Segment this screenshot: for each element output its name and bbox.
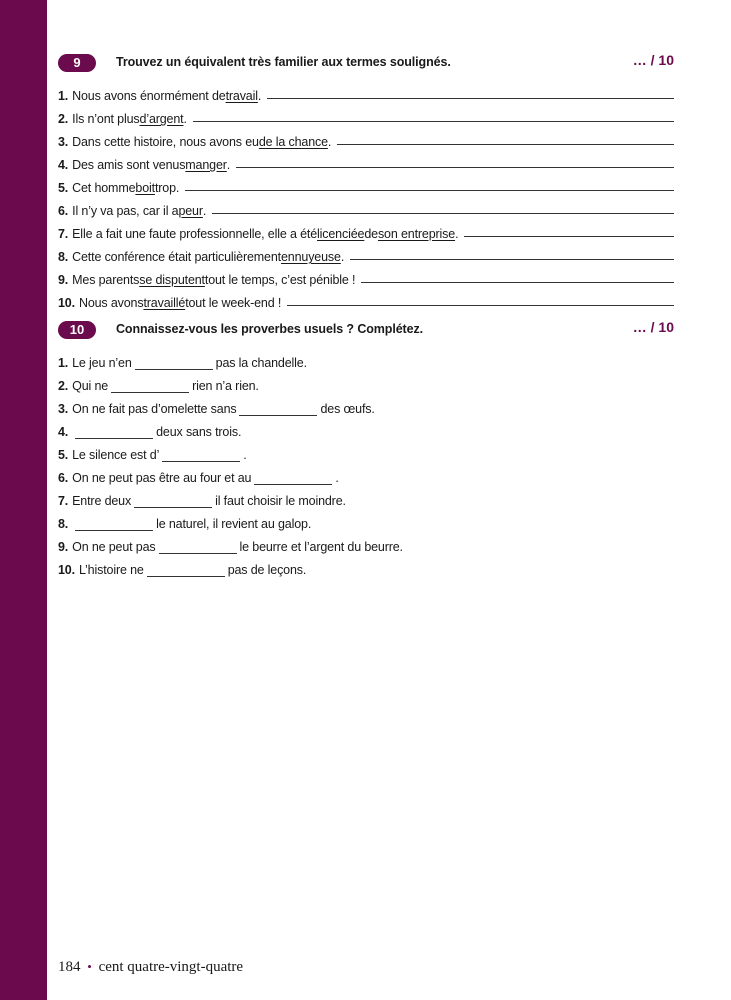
item-text: Des amis sont venus [72, 158, 186, 172]
underlined-term: ennuyeuse [280, 250, 341, 264]
underlined-term: licenciée [317, 227, 365, 241]
list-item [58, 287, 674, 310]
underlined-term: peur [178, 204, 203, 218]
answer-line[interactable] [212, 213, 674, 214]
underlined-term: manger [185, 158, 227, 172]
underlined-term: de la chance [258, 135, 328, 149]
list-item [58, 347, 674, 370]
answer-blank[interactable] [135, 359, 213, 370]
item-number: 2. [58, 379, 69, 393]
answer-line[interactable] [464, 236, 674, 237]
item-text: le beurre et l’argent du beurre. [239, 540, 403, 554]
item-number: 5. [58, 448, 69, 462]
exercise-10-header [58, 321, 674, 345]
list-item [58, 416, 674, 439]
item-number: 4. [58, 158, 69, 172]
item-number: 6. [58, 471, 69, 485]
underlined-term: boit [135, 181, 155, 195]
item-number: 1. [58, 89, 69, 103]
list-item [58, 126, 674, 149]
list-item [58, 264, 674, 287]
page-number: 184 [58, 959, 81, 975]
item-text: deux sans trois. [156, 425, 242, 439]
footer-bullet: • [87, 959, 92, 974]
list-item [58, 218, 674, 241]
item-text: Dans cette histoire, nous avons eu [72, 135, 259, 149]
list-item [58, 439, 674, 462]
score-box: … / 10 [632, 52, 674, 68]
underlined-term: son entreprise [377, 227, 456, 241]
answer-blank[interactable] [75, 428, 153, 439]
answer-blank[interactable] [75, 520, 153, 531]
list-item [58, 103, 674, 126]
item-text: . [340, 250, 345, 264]
item-number: 1. [58, 356, 69, 370]
item-text: . [257, 89, 262, 103]
answer-line[interactable] [337, 144, 674, 145]
list-item [58, 508, 674, 531]
item-text: Ils n’ont plus [72, 112, 140, 126]
underlined-term: d’argent [139, 112, 184, 126]
item-number: 2. [58, 112, 69, 126]
item-text: des œufs. [320, 402, 375, 416]
item-text: pas de leçons. [227, 563, 307, 577]
item-text: rien n’a rien. [192, 379, 259, 393]
page-footer [58, 959, 243, 976]
item-number: 8. [58, 250, 69, 264]
exercise-instruction: Connaissez-vous les proverbes usuels ? Complétez. [116, 322, 423, 336]
item-text: On ne peut pas être au four et au [72, 471, 252, 485]
list-item [58, 241, 674, 264]
list-item [58, 370, 674, 393]
list-item [58, 80, 674, 103]
list-item [58, 172, 674, 195]
underlined-term: travail [225, 89, 258, 103]
item-text: tout le temps, c’est pénible ! [204, 273, 356, 287]
item-text: Cet homme [72, 181, 136, 195]
item-number: 10. [58, 296, 75, 310]
list-item [58, 149, 674, 172]
item-text: Il n’y va pas, car il a [72, 204, 179, 218]
list-item [58, 554, 674, 577]
exercise-number-badge: 10 [58, 321, 96, 339]
list-item [58, 485, 674, 508]
item-text: tout le week-end ! [185, 296, 282, 310]
item-text: On ne fait pas d’omelette sans [72, 402, 237, 416]
item-text: Elle a fait une faute professionnelle, elle a été [72, 227, 318, 241]
side-color-band [0, 0, 47, 1000]
item-number: 9. [58, 540, 69, 554]
exercise-10 [58, 321, 674, 577]
item-text: . [183, 112, 187, 126]
item-text: L’histoire ne [78, 563, 144, 577]
answer-line[interactable] [236, 167, 674, 168]
answer-line[interactable] [267, 98, 674, 99]
answer-blank[interactable] [254, 474, 332, 485]
item-text: . [243, 448, 247, 462]
exercise-9 [58, 54, 674, 310]
item-text: Nous avons énormément de [72, 89, 226, 103]
underlined-term: se disputent [139, 273, 205, 287]
exercise-number-badge: 9 [58, 54, 96, 72]
exercise-10-list [58, 347, 674, 577]
item-text: . [327, 135, 332, 149]
exercise-instruction: Trouvez un équivalent très familier aux termes soulignés. [116, 55, 451, 69]
item-text: Le jeu n’en [72, 356, 132, 370]
item-text: On ne peut pas [72, 540, 156, 554]
list-item [58, 531, 674, 554]
item-text: le naturel, il revient au galop. [156, 517, 312, 531]
answer-blank[interactable] [111, 382, 189, 393]
item-number: 3. [58, 135, 69, 149]
answer-blank[interactable] [134, 497, 212, 508]
answer-blank[interactable] [147, 566, 225, 577]
answer-blank[interactable] [159, 543, 237, 554]
item-number: 7. [58, 494, 69, 508]
list-item [58, 462, 674, 485]
item-number: 3. [58, 402, 69, 416]
item-text: il faut choisir le moindre. [215, 494, 346, 508]
answer-line[interactable] [350, 259, 674, 260]
answer-line[interactable] [287, 305, 674, 306]
answer-blank[interactable] [162, 451, 240, 462]
list-item [58, 195, 674, 218]
answer-line[interactable] [185, 190, 674, 191]
item-text: Cette conférence était particulièrement [72, 250, 281, 264]
answer-line[interactable] [361, 282, 674, 283]
item-number: 10. [58, 563, 75, 577]
item-number: 6. [58, 204, 69, 218]
item-text: Le silence est d’ [72, 448, 160, 462]
item-text: Entre deux [72, 494, 132, 508]
score-box: … / 10 [632, 319, 674, 335]
item-number: 7. [58, 227, 69, 241]
exercise-9-list [58, 80, 674, 310]
item-text: . [335, 471, 339, 485]
underlined-term: travaillé [143, 296, 186, 310]
item-text: Nous avons [78, 296, 144, 310]
list-item [58, 393, 674, 416]
exercise-9-header [58, 54, 674, 78]
item-number: 4. [58, 425, 69, 439]
item-number: 5. [58, 181, 69, 195]
item-text: Mes parents [72, 273, 140, 287]
item-text: de [364, 227, 378, 241]
item-text: . [226, 158, 231, 172]
item-text: . [202, 204, 207, 218]
item-number: 9. [58, 273, 69, 287]
item-text: pas la chandelle. [215, 356, 307, 370]
answer-line[interactable] [193, 121, 674, 122]
item-text: . [455, 227, 459, 241]
item-number: 8. [58, 517, 69, 531]
page-number-words: cent quatre-vingt-quatre [98, 959, 244, 975]
answer-blank[interactable] [239, 405, 317, 416]
item-text: Qui ne [72, 379, 109, 393]
item-text: trop. [154, 181, 180, 195]
